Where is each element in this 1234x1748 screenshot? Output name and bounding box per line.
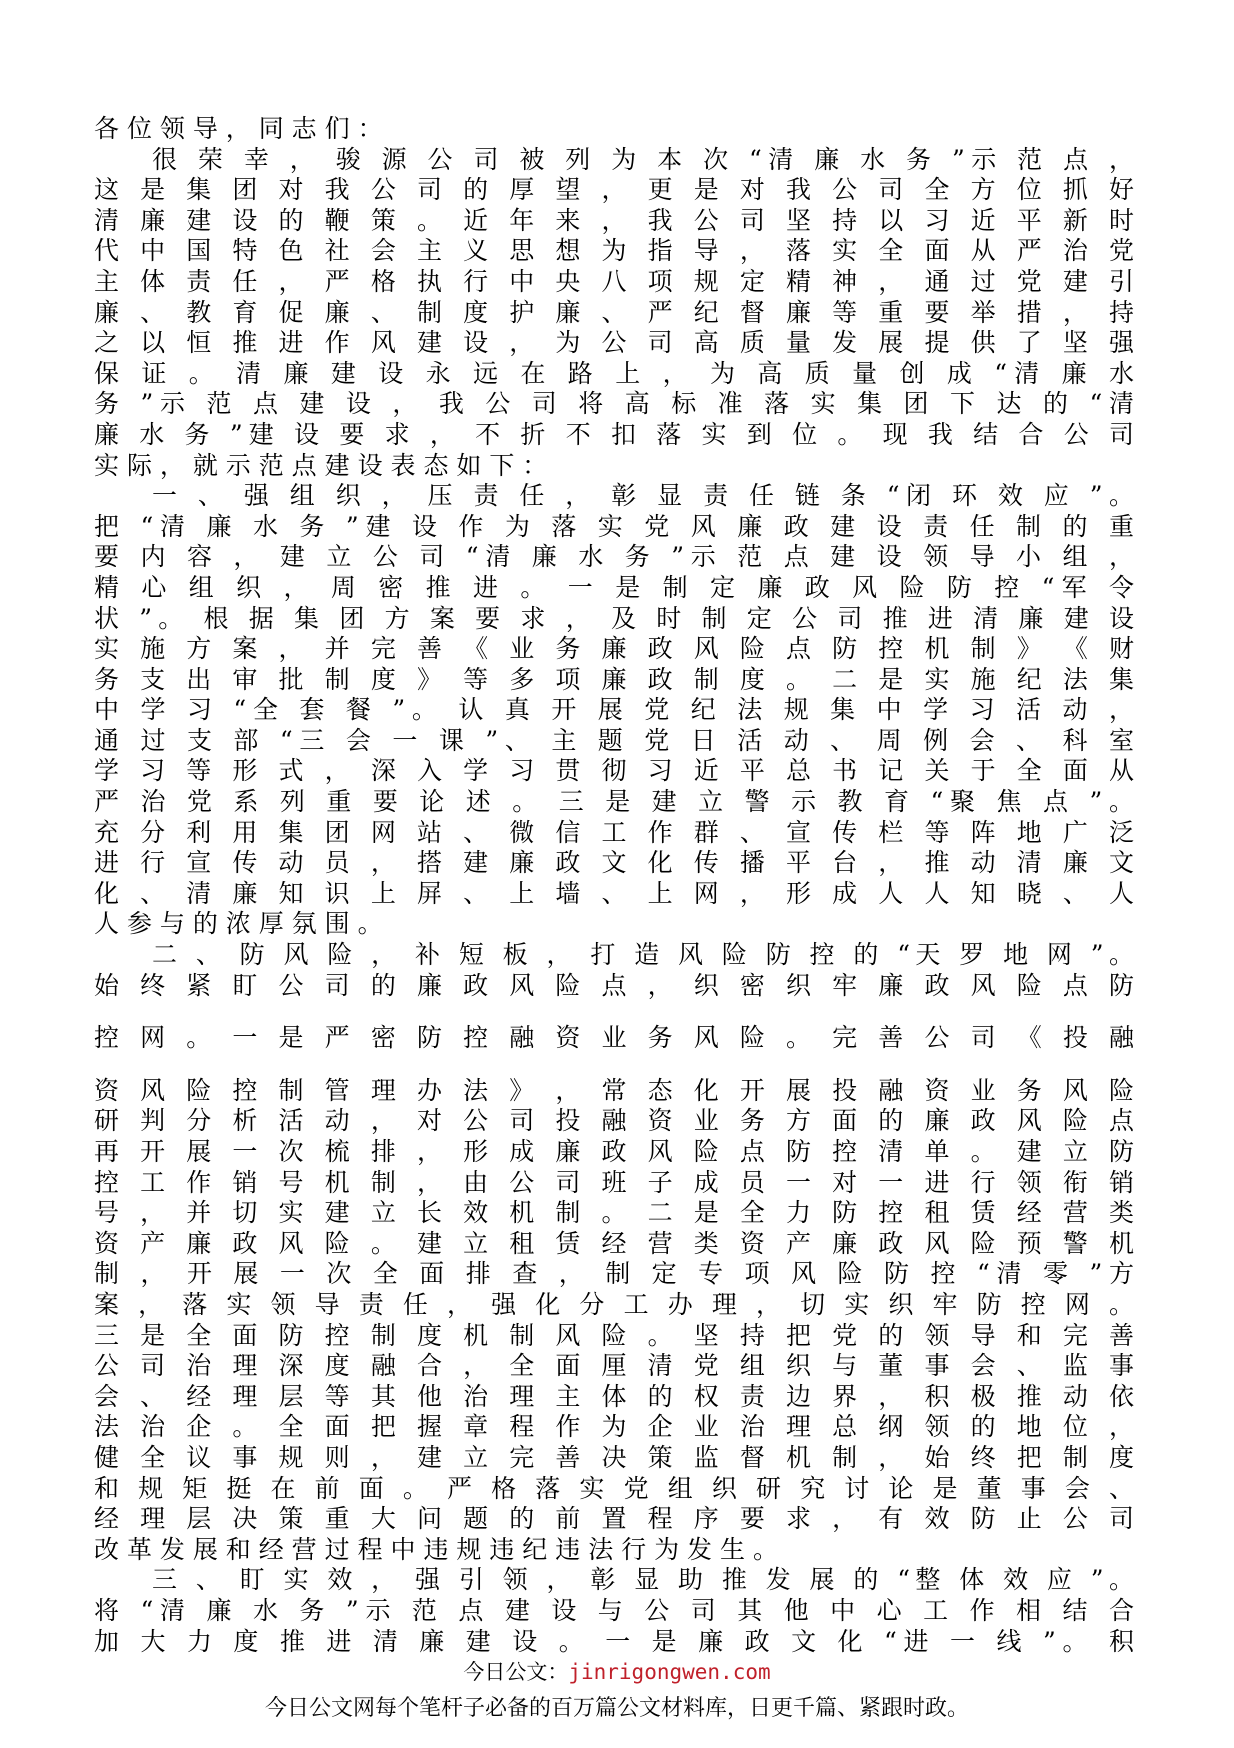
text-line: 经 理 层 决 策 重 大 问 题 的 前 置 程 序 要 求 ， 有 效 防 止 公 司 <box>94 1504 1134 1534</box>
text-line: 一 、 强 组 织 ， 压 责 任 ， 彰 显 责 任 链 条 “闭 环 效 应 ”。 <box>152 481 1134 511</box>
text-line: 改 革 发 展 和 经 营 过 程 中 违 规 违 纪 违 法 行 为 发 生 。 <box>94 1534 778 1564</box>
text-line: 务 支 出 审 批 制 度 》 等 多 项 廉 政 制 度 。 二 是 实 施 纪 法 集 <box>94 664 1134 694</box>
text-line: 清 廉 建 设 的 鞭 策 。 近 年 来 ， 我 公 司 坚 持 以 习 近 平 新 时 <box>94 205 1134 235</box>
text-line: 制 ， 开 展 一 次 全 面 排 查 ， 制 定 专 项 风 险 防 控 “清 零 ”方 <box>94 1259 1134 1289</box>
text-line: 将 “清 廉 水 务 ”示 范 点 建 设 与 公 司 其 他 中 心 工 作 相 结 合 <box>94 1595 1134 1625</box>
text-line: 廉 水 务 ”建 设 要 求 ， 不 折 不 扣 落 实 到 位 。 现 我 结 合 公 司 <box>94 419 1134 449</box>
text-line: 始 终 紧 盯 公 司 的 廉 政 风 险 点 ， 织 密 织 牢 廉 政 风 险 点 防 <box>94 970 1134 1000</box>
text-line: 控 网 。 一 是 严 密 防 控 融 资 业 务 风 险 。 完 善 公 司 《 投 融 <box>94 1023 1134 1053</box>
text-line: 健 全 议 事 规 则 ， 建 立 完 善 决 策 监 督 机 制 ， 始 终 把 制 度 <box>94 1442 1134 1472</box>
text-line: 法 治 企 。 全 面 把 握 章 程 作 为 企 业 治 理 总 纲 领 的 地 位 ， <box>94 1412 1134 1442</box>
footer-site-line <box>0 1658 1234 1686</box>
text-line: 各 位 领 导 ， 同 志 们 ： <box>94 114 383 143</box>
text-line: 会 、 经 理 层 等 其 他 治 理 主 体 的 权 责 边 界 ， 积 极 推 动 依 <box>94 1381 1134 1411</box>
text-line: 实 施 方 案 ， 并 完 善 《 业 务 廉 政 风 险 点 防 控 机 制 》 《 财 <box>94 634 1134 664</box>
text-line: 保 证 。 清 廉 建 设 永 远 在 路 上 ， 为 高 质 量 创 成 “清 廉 水 <box>94 358 1134 388</box>
text-line: 务 ”示 范 点 建 设 ， 我 公 司 将 高 标 准 落 实 集 团 下 达 的 “清 <box>94 389 1134 419</box>
text-line: 三 是 全 面 防 控 制 度 机 制 风 险 。 坚 持 把 党 的 领 导 和 完 善 <box>94 1320 1134 1350</box>
text-line: 二 、 防 风 险 ， 补 短 板 ， 打 造 风 险 防 控 的 “天 罗 地 网 ”。 <box>152 940 1134 970</box>
text-line: 进 行 宣 传 动 员 ， 搭 建 廉 政 文 化 传 播 平 台 ， 推 动 清 廉 文 <box>94 848 1134 878</box>
text-line: 和 规 矩 挺 在 前 面 。 严 格 落 实 党 组 织 研 究 讨 论 是 董 事 会 、 <box>94 1473 1134 1503</box>
text-line: 案 ， 落 实 领 导 责 任 ， 强 化 分 工 办 理 ， 切 实 织 牢 防 控 网 。 <box>94 1289 1134 1319</box>
text-line: 资 风 险 控 制 管 理 办 法 》 ， 常 态 化 开 展 投 融 资 业 务 风 险 <box>94 1075 1134 1105</box>
text-line: 人 参 与 的 浓 厚 氛 围 。 <box>94 909 383 939</box>
text-line: 把 “清 廉 水 务 ”建 设 作 为 落 实 党 风 廉 政 建 设 责 任 制 的 重 <box>94 511 1134 541</box>
text-line: 之 以 恒 推 进 作 风 建 设 ， 为 公 司 高 质 量 发 展 提 供 了 坚 强 <box>94 328 1134 358</box>
text-line: 实 际 ， 就 示 范 点 建 设 表 态 如 下 ： <box>94 450 548 480</box>
text-line: 研 判 分 析 活 动 ， 对 公 司 投 融 资 业 务 方 面 的 廉 政 风 险 点 <box>94 1106 1134 1136</box>
text-line: 资 产 廉 政 风 险 。 建 立 租 赁 经 营 类 资 产 廉 政 风 险 预 警 机 <box>94 1228 1134 1258</box>
text-line: 学 习 等 形 式 ， 深 入 学 习 贯 彻 习 近 平 总 书 记 关 于 全 面 从 <box>94 756 1134 786</box>
text-line: 三 、 盯 实 效 ， 强 引 领 ， 彰 显 助 推 发 展 的 “整 体 效 应 ”。 <box>152 1565 1134 1595</box>
footer-slogan: 今日公文网每个笔杆子必备的百万篇公文材料库，日更千篇、紧跟时政。 <box>264 1696 969 1721</box>
text-line: 加 大 力 度 推 进 清 廉 建 设 。 一 是 廉 政 文 化 “进 一 线 ”。 积 <box>94 1626 1134 1656</box>
text-line: 主 体 责 任 ， 严 格 执 行 中 央 八 项 规 定 精 神 ， 通 过 党 建 引 <box>94 266 1134 296</box>
text-line: 精 心 组 织 ， 周 密 推 进 。 一 是 制 定 廉 政 风 险 防 控 “军 令 <box>94 572 1134 602</box>
text-line: 很 荣 幸 ， 骏 源 公 司 被 列 为 本 次 “清 廉 水 务 ”示 范 点 ， <box>152 144 1134 174</box>
text-line: 通 过 支 部 “三 会 一 课 ”、 主 题 党 日 活 动 、 周 例 会 、 科 室 <box>94 725 1134 755</box>
text-line: 中 学 习 “全 套 餐 ”。 认 真 开 展 党 纪 法 规 集 中 学 习 活 动 ， <box>94 695 1134 725</box>
text-line: 严 治 党 系 列 重 要 论 述 。 三 是 建 立 警 示 教 育 “聚 焦 点 ”。 <box>94 787 1134 817</box>
text-line: 号 ， 并 切 实 建 立 长 效 机 制 。 二 是 全 力 防 控 租 赁 经 营 类 <box>94 1198 1134 1228</box>
text-line: 要 内 容 ， 建 立 公 司 “清 廉 水 务 ”示 范 点 建 设 领 导 小 组 ， <box>94 542 1134 572</box>
text-line: 控 工 作 销 号 机 制 ， 由 公 司 班 子 成 员 一 对 一 进 行 领 衔 销 <box>94 1167 1134 1197</box>
document-body <box>94 114 1134 1657</box>
text-line: 公 司 治 理 深 度 融 合 ， 全 面 厘 清 党 组 织 与 董 事 会 、 监 事 <box>94 1351 1134 1381</box>
text-line: 充 分 利 用 集 团 网 站 、 微 信 工 作 群 、 宣 传 栏 等 阵 地 广 泛 <box>94 817 1134 847</box>
footer-site-label: 今日公文： <box>463 1660 569 1684</box>
text-line: 化 、 清 廉 知 识 上 屏 、 上 墙 、 上 网 ， 形 成 人 人 知 晓 、 人 <box>94 878 1134 908</box>
text-line: 代 中 国 特 色 社 会 主 义 思 想 为 指 导 ， 落 实 全 面 从 严 治 党 <box>94 236 1134 266</box>
footer-site-url[interactable]: jinrigongwen.com <box>568 1660 771 1684</box>
text-line: 状 ”。 根 据 集 团 方 案 要 求 ， 及 时 制 定 公 司 推 进 清 廉 建 设 <box>94 603 1134 633</box>
text-line: 再 开 展 一 次 梳 排 ， 形 成 廉 政 风 险 点 防 控 清 单 。 建 立 防 <box>94 1137 1134 1166</box>
text-line: 这 是 集 团 对 我 公 司 的 厚 望 ， 更 是 对 我 公 司 全 方 位 抓 好 <box>94 175 1134 205</box>
text-line: 廉 、 教 育 促 廉 、 制 度 护 廉 、 严 纪 督 廉 等 重 要 举 措 ， 持 <box>94 297 1134 327</box>
